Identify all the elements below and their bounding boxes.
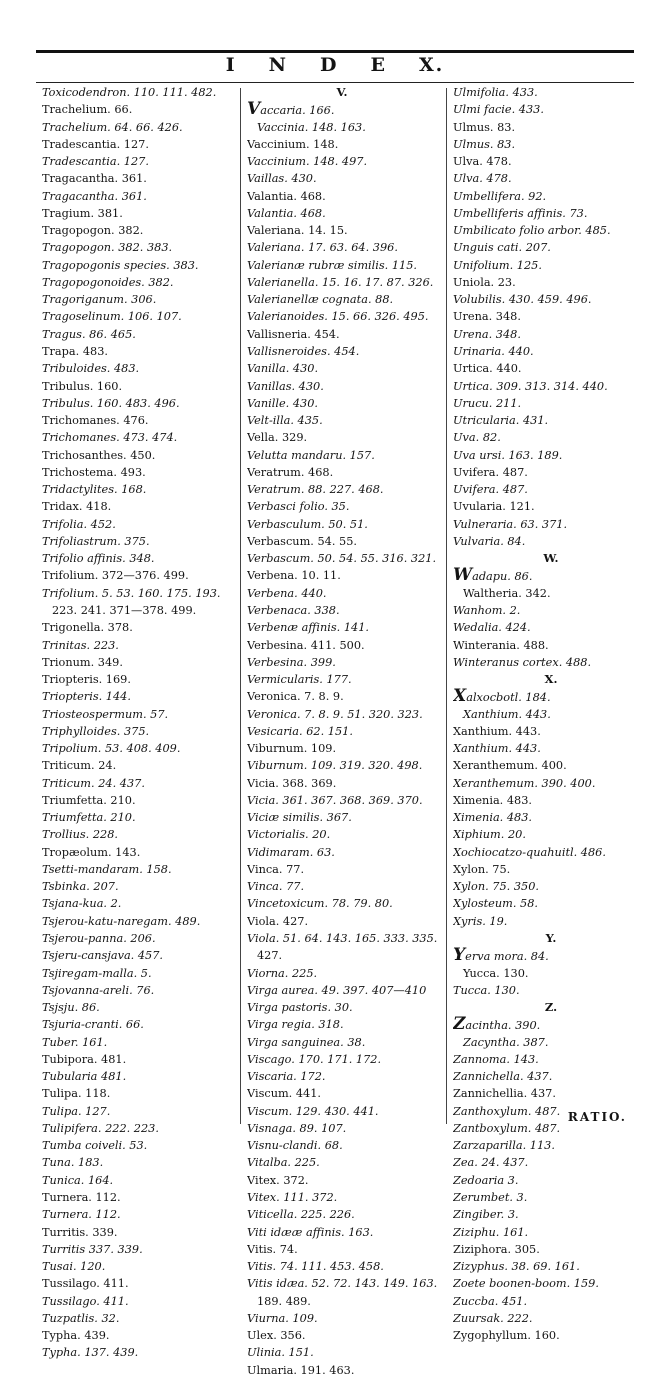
index-entry: Verbesina. 411. 500.: [247, 638, 365, 652]
index-entry: Typha. 439.: [42, 1329, 110, 1343]
index-column-1: [42, 84, 230, 1362]
index-entry: Vinca. 77.: [247, 880, 305, 894]
header-underline: [36, 82, 634, 83]
index-entry: Trionum. 349.: [42, 655, 123, 669]
index-entry: Verbasci folio. 35.: [247, 500, 350, 514]
index-entry: Ziziphu. 161.: [453, 1225, 529, 1239]
index-entry: Tribulus. 160.: [42, 379, 123, 393]
index-entry: Uvifera. 487.: [453, 483, 528, 497]
index-entry: Vanilla. 430.: [247, 362, 319, 376]
index-entry: Utricularia. 431.: [453, 414, 549, 428]
index-entry: Viola. 427.: [247, 914, 309, 928]
index-entry: Tulipa. 127.: [42, 1104, 111, 1118]
index-entry: Ulmus. 83.: [453, 120, 516, 134]
index-entry: Vaillas. 430.: [247, 172, 317, 186]
index-entry: Trichostema. 493.: [42, 465, 146, 479]
index-entry: Zingiber. 3.: [453, 1208, 519, 1222]
index-entry: Vicia. 361. 367. 368. 369. 370.: [247, 793, 423, 807]
index-entry: Tsjovanna-areli. 76.: [42, 983, 155, 997]
index-entry: Viti idææ affinis. 163.: [247, 1225, 374, 1239]
index-entry: Viticella. 225. 226.: [247, 1208, 355, 1222]
index-entry: Zannichella. 437.: [453, 1070, 553, 1084]
index-entry: Trifoliastrum. 375.: [42, 534, 150, 548]
index-entry: Vaccinia. 148. 163.: [257, 120, 366, 134]
index-entry: Tulipa. 118.: [42, 1087, 111, 1101]
index-entry: Valerianellæ cognata. 88.: [247, 293, 394, 307]
section-letter: Z.: [544, 1000, 558, 1015]
index-entry: Trichomanes. 476.: [42, 414, 149, 428]
index-entry: Tussilago. 411.: [42, 1277, 129, 1291]
index-entry: Zacintha. 390.: [453, 1016, 541, 1034]
index-entry: Xiphium. 20.: [453, 828, 526, 842]
index-entry: Viurna. 109.: [247, 1311, 318, 1325]
index-entry: Tumba coiveli. 53.: [42, 1139, 148, 1153]
index-entry: Trifolium. 372—376. 499.: [42, 569, 189, 583]
index-entry: Tragoselinum. 106. 107.: [42, 310, 182, 324]
index-entry: Visnu-clandi. 68.: [247, 1139, 343, 1153]
index-entry: Trichosanthes. 450.: [42, 448, 156, 462]
index-entry: Valantia. 468.: [247, 206, 326, 220]
column-divider: [240, 88, 241, 1124]
index-entry: Triumfetta. 210.: [42, 793, 136, 807]
index-entry: Vulvaria. 84.: [453, 534, 526, 548]
index-entry: Tribulus. 160. 483. 496.: [42, 396, 180, 410]
index-entry: Urucu. 211.: [453, 396, 522, 410]
index-entry: Wadapu. 86.: [453, 567, 533, 585]
section-letter: W.: [543, 551, 559, 566]
index-entry: Valerianoides. 15. 66. 326. 495.: [247, 310, 429, 324]
index-entry: Triphylloides. 375.: [42, 724, 150, 738]
index-entry: Zantboxylum. 487.: [453, 1121, 561, 1135]
index-entry: Tribuloides. 483.: [42, 362, 140, 376]
index-entry: Ulmi facie. 433.: [453, 103, 544, 117]
index-entry: Uniola. 23.: [453, 275, 516, 289]
index-entry: Tragacantha. 361.: [42, 172, 147, 186]
index-entry: Vaccinium. 148. 497.: [247, 155, 368, 169]
index-entry: Ulva. 478.: [453, 155, 512, 169]
index-entry: Vanille. 430.: [247, 396, 318, 410]
index-entry: Trifolia. 452.: [42, 517, 116, 531]
index-entry: Typha. 137. 439.: [42, 1346, 139, 1360]
index-entry: Tsbinka. 207.: [42, 880, 119, 894]
index-entry: Urtica. 440.: [453, 362, 522, 376]
section-letter: V.: [336, 85, 348, 99]
index-entry: Triosteospermum. 57.: [42, 707, 169, 721]
index-entry: Triopteris. 169.: [42, 673, 131, 687]
index-entry: Tuber. 161.: [42, 1035, 108, 1049]
index-entry: Xanthium. 443.: [463, 707, 551, 721]
index-entry: Trinitas. 223.: [42, 638, 119, 652]
index-entry: Vitex. 111. 372.: [247, 1191, 338, 1204]
index-entry: Turnera. 112.: [42, 1208, 121, 1222]
index-entry: Viorna. 225.: [247, 966, 318, 980]
index-entry: Ximenia. 483.: [453, 793, 533, 807]
index-entry: Yerva mora. 84.: [453, 947, 549, 965]
index-entry: Viciæ similis. 367.: [247, 811, 352, 825]
index-entry: Ulmifolia. 433.: [453, 86, 538, 99]
index-entry: Virga aurea. 49. 397. 407—410: [247, 983, 427, 997]
index-entry: Triticum. 24.: [42, 759, 117, 773]
index-entry: Valantia. 468.: [247, 189, 326, 203]
title-letter: E: [370, 54, 387, 76]
index-entry: Tragoriganum. 306.: [42, 293, 157, 307]
index-entry: Vitis idæa. 52. 72. 143. 149. 163.: [247, 1277, 437, 1291]
index-entry: Zanthoxylum. 487.: [453, 1104, 561, 1118]
title-letter: X.: [418, 54, 445, 76]
index-entry: Tsjerou-katu-naregam. 489.: [42, 914, 201, 928]
index-entry: Tragus. 86. 465.: [42, 327, 136, 341]
index-entry: Urena. 348.: [453, 327, 521, 341]
index-entry: Valerianæ rubræ similis. 115.: [247, 258, 417, 272]
index-entry: Volubilis. 430. 459. 496.: [453, 293, 592, 307]
index-entry: Vallisneria. 454.: [247, 327, 340, 341]
index-entry: Urtica. 309. 313. 314. 440.: [453, 379, 608, 393]
index-entry: Tuzpatlis. 32.: [42, 1311, 120, 1325]
index-entry: Tridactylites. 168.: [42, 483, 147, 497]
index-entry: Ulmus. 83.: [453, 137, 516, 151]
index-entry: Zoete boonen-boom. 159.: [453, 1277, 599, 1291]
index-entry: Xochiocatzo-quahuitl. 486.: [453, 845, 606, 859]
index-entry: Turritis. 339.: [42, 1225, 118, 1239]
index-entry: Vitex. 372.: [247, 1173, 309, 1187]
index-column-3: [453, 84, 649, 1344]
index-entry: Xeranthemum. 400.: [453, 759, 567, 773]
section-letter: X.: [544, 672, 558, 687]
index-entry: Victorialis. 20.: [247, 828, 331, 842]
index-entry: Tulipifera. 222. 223.: [42, 1121, 159, 1135]
index-entry: Zedoaria 3.: [453, 1173, 519, 1187]
index-entry: Toxicodendron. 110. 111. 482.: [42, 86, 217, 99]
index-entry: Turnera. 112.: [42, 1191, 121, 1204]
index-entry: Tropæolum. 143.: [42, 845, 141, 859]
index-entry: Virga pastoris. 30.: [247, 1001, 353, 1015]
index-entry: Tubularia 481.: [42, 1070, 127, 1084]
index-entry: Yucca. 130.: [463, 966, 529, 980]
index-entry: Ximenia. 483.: [453, 811, 533, 825]
index-entry: Verbesina. 399.: [247, 655, 336, 669]
index-entry: Ulex. 356.: [247, 1329, 306, 1343]
index-entry: Unguis cati. 207.: [453, 241, 551, 255]
index-entry: Trigonella. 378.: [42, 621, 133, 635]
index-entry: Uvifera. 487.: [453, 465, 528, 479]
index-entry: Vicia. 368. 369.: [247, 776, 337, 790]
index-entry: Tsjerou-panna. 206.: [42, 932, 156, 946]
index-entry: Winteranus cortex. 488.: [453, 655, 592, 669]
index-entry: Xylon. 75. 350.: [453, 880, 540, 894]
index-entry: Umbelliferis affinis. 73.: [453, 206, 588, 220]
index-entry: Xalxocbotl. 184.: [453, 688, 551, 706]
index-entry: Uva. 82.: [453, 431, 501, 445]
index-entry: Zygophyllum. 160.: [453, 1329, 560, 1343]
index-entry: Viscum. 129. 430. 441.: [247, 1104, 379, 1118]
index-entry: Trifolio affinis. 348.: [42, 552, 155, 566]
index-entry: Viburnum. 109. 319. 320. 498.: [247, 759, 423, 773]
index-entry: Veratrum. 88. 227. 468.: [247, 483, 384, 497]
index-entry: Verbena. 440.: [247, 586, 327, 600]
index-entry: Ulmaria. 191. 463.: [247, 1363, 355, 1377]
index-entry: Ziziphora. 305.: [453, 1242, 540, 1256]
index-entry: Trachelium. 66.: [42, 103, 133, 117]
index-entry: Xyris. 19.: [453, 914, 508, 928]
index-entry: Tusai. 120.: [42, 1260, 106, 1274]
catchword: RATIO.: [567, 1110, 627, 1124]
index-entry: Trapa. 483.: [42, 344, 108, 358]
index-entry: Verbena. 10. 11.: [247, 569, 341, 583]
index-entry: Trifolium. 5. 53. 160. 175. 193.: [42, 586, 221, 600]
index-entry: Xylon. 75.: [453, 862, 511, 876]
index-entry: Xylosteum. 58.: [453, 897, 538, 911]
index-entry: Veronica. 7. 8. 9.: [247, 690, 344, 704]
index-entry: Tripolium. 53. 408. 409.: [42, 742, 181, 756]
title-letter: I: [225, 54, 237, 76]
index-entry: Vincetoxicum. 78. 79. 80.: [247, 897, 393, 911]
index-entry: Tsjuria-cranti. 66.: [42, 1018, 144, 1032]
index-entry: Viscum. 441.: [247, 1087, 322, 1101]
index-entry: Ulva. 478.: [453, 172, 512, 186]
index-entry: Tradescantia. 127.: [42, 155, 149, 169]
index-entry: Tragopogon. 382. 383.: [42, 241, 173, 255]
index-entry: Turritis 337. 339.: [42, 1242, 143, 1256]
index-entry: Veronica. 7. 8. 9. 51. 320. 323.: [247, 707, 423, 721]
index-entry: Velt-illa. 435.: [247, 414, 323, 428]
index-entry: Verbasculum. 50. 51.: [247, 517, 368, 531]
index-entry: Ulinia. 151.: [247, 1346, 314, 1360]
index-entry: Visnaga. 89. 107.: [247, 1121, 347, 1135]
column-divider: [446, 88, 447, 1124]
index-entry: Viburnum. 109.: [247, 742, 337, 756]
index-entry: Zarzaparilla. 113.: [453, 1139, 555, 1153]
index-entry: Verbascum. 54. 55.: [247, 534, 357, 548]
index-entry: Tridax. 418.: [42, 500, 112, 514]
index-entry: Vallisneroides. 454.: [247, 344, 360, 358]
index-entry: Verbenaca. 338.: [247, 603, 340, 617]
index-entry: Wanhom. 2.: [453, 603, 521, 617]
index-entry: Tucca. 130.: [453, 983, 520, 997]
index-entry: Viscaria. 172.: [247, 1070, 326, 1084]
index-entry: Verbascum. 50. 54. 55. 316. 321.: [247, 552, 437, 566]
index-entry: Tragium. 381.: [42, 206, 123, 220]
index-entry: Valerianella. 15. 16. 17. 87. 326.: [247, 275, 434, 289]
index-entry: 427.: [257, 949, 283, 963]
index-entry: Tsjana-kua. 2.: [42, 897, 122, 911]
index-entry: Tsjiregam-malla. 5.: [42, 966, 152, 980]
index-entry: Triticum. 24. 437.: [42, 776, 145, 790]
index-entry: Tradescantia. 127.: [42, 137, 149, 151]
index-entry: Tubipora. 481.: [42, 1052, 127, 1066]
index-entry: Vitis. 74.: [247, 1242, 298, 1256]
index-entry: Valeriana. 14. 15.: [247, 224, 348, 238]
index-entry: Zizyphus. 38. 69. 161.: [453, 1260, 580, 1274]
index-entry: Trichomanes. 473. 474.: [42, 431, 178, 445]
index-entry: Tsetti-mandaram. 158.: [42, 862, 172, 876]
index-entry: Zannoma. 143.: [453, 1052, 539, 1066]
index-entry: Uva ursi. 163. 189.: [453, 448, 563, 462]
index-entry: Vermicularis. 177.: [247, 673, 352, 687]
index-entry: Uvularia. 121.: [453, 500, 535, 514]
index-entry: Umbilicato folio arbor. 485.: [453, 224, 611, 238]
index-entry: Zuursak. 222.: [453, 1311, 533, 1325]
page-title: [36, 54, 634, 76]
index-entry: Zea. 24. 437.: [453, 1156, 529, 1170]
index-entry: Zuccba. 451.: [453, 1294, 528, 1308]
index-entry: Tragacantha. 361.: [42, 189, 147, 203]
index-entry: Vinca. 77.: [247, 862, 305, 876]
index-entry: Vitis. 74. 111. 453. 458.: [247, 1260, 384, 1274]
index-entry: Umbellifera. 92.: [453, 189, 547, 203]
index-entry: 189. 489.: [257, 1294, 311, 1308]
index-entry: Vaccinium. 148.: [247, 137, 339, 151]
index-entry: Tsjsju. 86.: [42, 1001, 100, 1015]
index-entry: Tunica. 164.: [42, 1173, 114, 1187]
index-entry: 223. 241. 371—378. 499.: [52, 603, 197, 617]
index-entry: Wedalia. 424.: [453, 621, 531, 635]
index-entry: Tragopogonis species. 383.: [42, 258, 199, 272]
index-entry: Urinaria. 440.: [453, 344, 534, 358]
index-entry: Verbenæ affinis. 141.: [247, 621, 369, 635]
index-entry: Urena. 348.: [453, 310, 521, 324]
index-entry: Triopteris. 144.: [42, 690, 131, 704]
index-entry: Vaccaria. 166.: [247, 101, 335, 119]
index-entry: Vanillas. 430.: [247, 379, 324, 393]
index-entry: Winterania. 488.: [453, 638, 549, 652]
index-entry: Tuna. 183.: [42, 1156, 104, 1170]
section-letter: Y.: [545, 931, 557, 946]
index-entry: Virga sanguinea. 38.: [247, 1035, 366, 1049]
index-entry: Tsjeru-cansjava. 457.: [42, 949, 164, 963]
index-entry: Xanthium. 443.: [453, 724, 541, 738]
index-entry: Tussilago. 411.: [42, 1294, 129, 1308]
index-entry: Vesicaria. 62. 151.: [247, 724, 353, 738]
index-entry: Zacyntha. 387.: [463, 1035, 549, 1049]
index-entry: Veratrum. 468.: [247, 465, 334, 479]
index-entry: Vitalba. 225.: [247, 1156, 320, 1170]
index-entry: Vidimaram. 63.: [247, 845, 335, 859]
index-entry: Trollius. 228.: [42, 828, 118, 842]
index-entry: Zannichellia. 437.: [453, 1087, 556, 1101]
index-entry: Xeranthemum. 390. 400.: [453, 776, 596, 790]
index-entry: Tragopogonoides. 382.: [42, 275, 174, 289]
index-entry: Triumfetta. 210.: [42, 811, 136, 825]
index-entry: Viola. 51. 64. 143. 165. 333. 335.: [247, 932, 437, 946]
index-entry: Tragopogon. 382.: [42, 224, 144, 238]
title-letter: N: [268, 54, 288, 76]
index-entry: Waltheria. 342.: [463, 586, 551, 600]
index-entry: Viscago. 170. 171. 172.: [247, 1052, 382, 1066]
header-rule: [36, 50, 634, 53]
title-letter: D: [319, 54, 339, 76]
index-entry: Vella. 329.: [247, 431, 308, 445]
index-entry: Unifolium. 125.: [453, 258, 542, 272]
index-column-2: [247, 84, 437, 1379]
index-entry: Virga regia. 318.: [247, 1018, 344, 1032]
index-entry: Zerumbet. 3.: [453, 1191, 528, 1204]
index-entry: Xanthium. 443.: [453, 742, 541, 756]
index-entry: Vulneraria. 63. 371.: [453, 517, 568, 531]
index-entry: Trachelium. 64. 66. 426.: [42, 120, 183, 134]
index-entry: Velutta mandaru. 157.: [247, 448, 375, 462]
index-entry: Valeriana. 17. 63. 64. 396.: [247, 241, 398, 255]
